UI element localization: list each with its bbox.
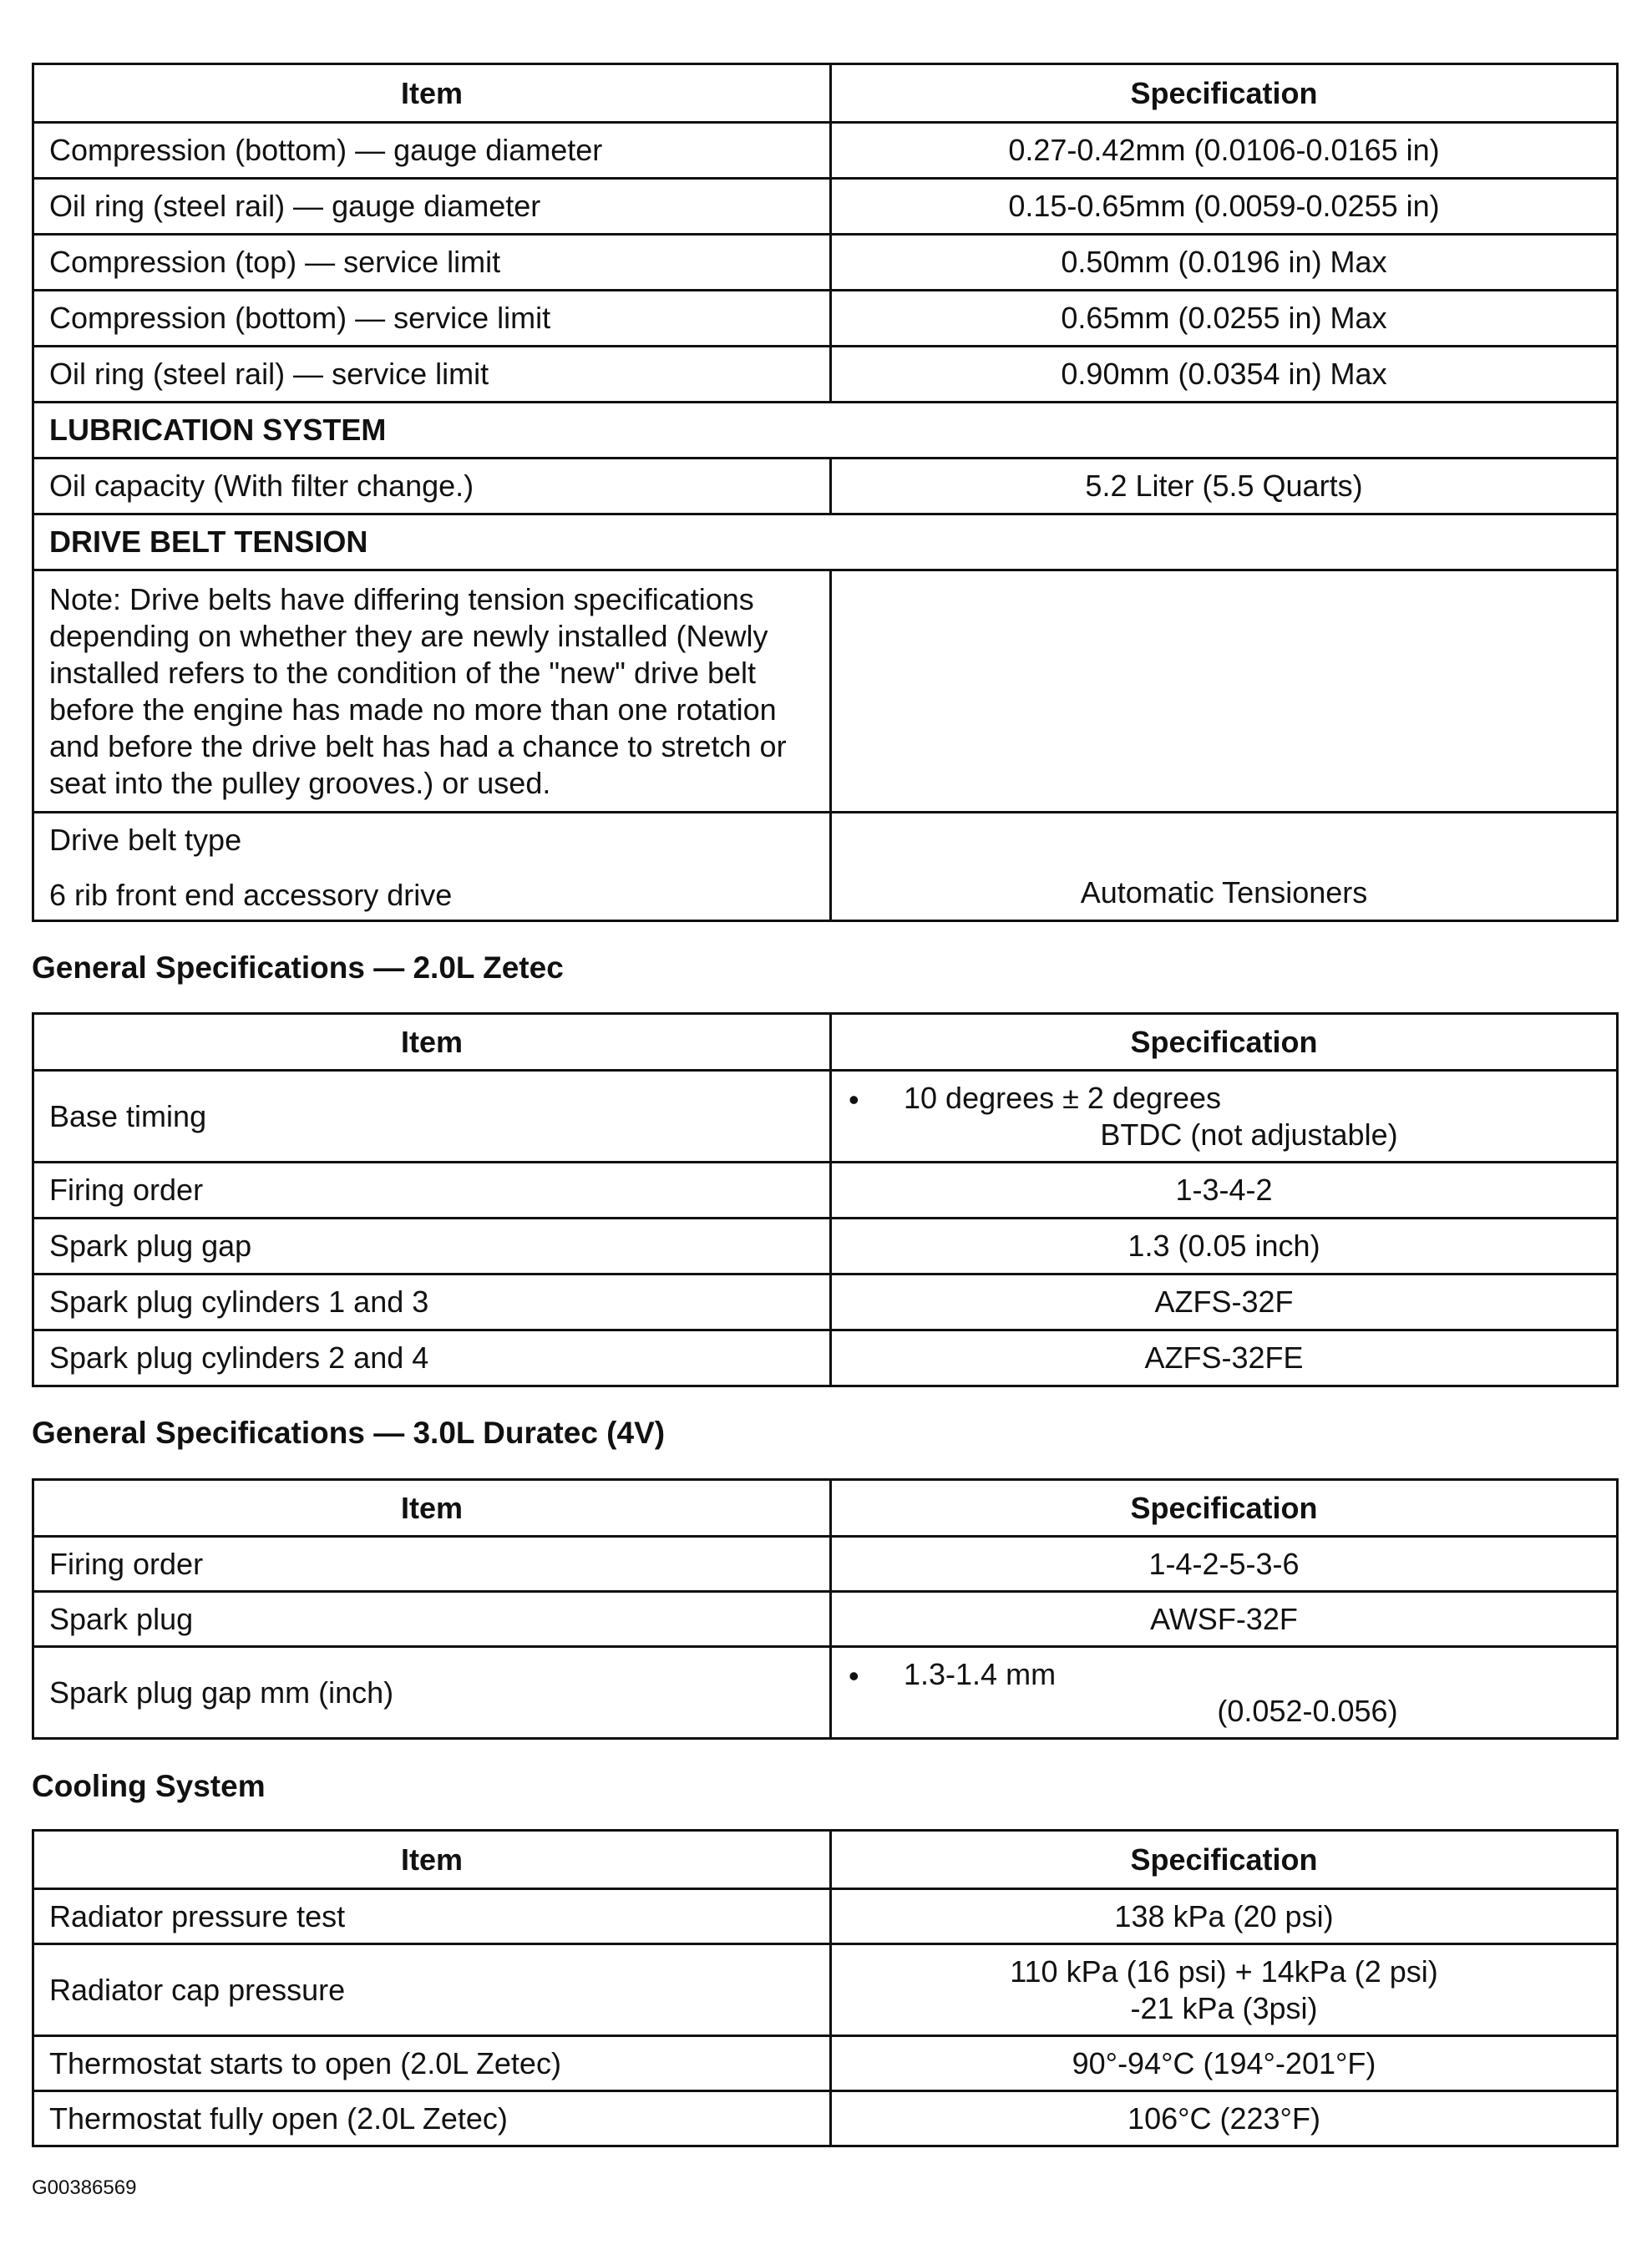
item-cell: Radiator cap pressure [33,1944,831,2036]
drive-belt-type: Drive belt type [49,823,242,857]
note-line: depending on whether they are newly installed (Newly [49,618,768,653]
section-row [33,403,1618,459]
item-cell: Spark plug [33,1592,831,1647]
table-row [33,1944,1618,2036]
spec-cell: 1-3-4-2 [831,1163,1618,1219]
table-row [33,123,1618,179]
note-row [33,570,1618,813]
spec-cell: 106°C (223°F) [831,2091,1618,2146]
zetec-heading: General Specifications — 2.0L Zetec [32,950,564,985]
table-row [33,1330,1618,1386]
table-row [33,1592,1618,1647]
cap-pressure-spec [831,1944,1618,2036]
spec-line: BTDC (not adjustable) [1100,1117,1398,1152]
spec-cell: 0.65mm (0.0255 in) Max [831,291,1618,347]
item-cell: Firing order [33,1537,831,1592]
spec-line: (0.052-0.056) [1217,1693,1398,1728]
spec-cell: 0.15-0.65mm (0.0059-0.0255 in) [831,179,1618,235]
header-specification: Specification [831,64,1618,123]
item-cell: Compression (bottom) — gauge diameter [33,123,831,179]
base-timing-spec [831,1071,1618,1163]
item-cell: Firing order [33,1163,831,1219]
duratec-table [32,1478,1619,1740]
spec-line: -21 kPa (3psi) [1130,1990,1318,2025]
spec-line: 10 degrees ± 2 degrees [904,1080,1222,1115]
header-specification: Specification [831,1831,1618,1889]
drive-belt-rib: 6 rib front end accessory drive [49,878,453,912]
zetec-table [32,1012,1619,1387]
duratec-heading: General Specifications — 3.0L Duratec (4V) [32,1416,666,1450]
header-item: Item [33,1014,831,1071]
header-specification: Specification [831,1480,1618,1537]
cooling-heading: Cooling System [32,1769,266,1803]
item-cell: Compression (bottom) — service limit [33,291,831,347]
table-row [33,291,1618,347]
item-cell: Base timing [33,1071,831,1163]
spec-cell: AZFS-32FE [831,1330,1618,1386]
table-row [33,1274,1618,1330]
spec-cell: 0.27-0.42mm (0.0106-0.0165 in) [831,123,1618,179]
spec-line: 110 kPa (16 psi) + 14kPa (2 psi) [1010,1953,1438,1989]
note-line: before the engine has made no more than one rotation [49,692,777,727]
header-item: Item [33,1480,831,1537]
item-cell: Compression (top) — service limit [33,235,831,291]
note-line: installed refers to the condition of the "new" drive belt [49,655,757,690]
spark-gap-spec [831,1647,1618,1739]
spec-cell: 1-4-2-5-3-6 [831,1537,1618,1592]
note-line: Note: Drive belts have differing tension specifications [49,581,754,616]
spec-cell: 138 kPa (20 psi) [831,1889,1618,1944]
section-lubrication: LUBRICATION SYSTEM [33,403,1618,459]
drive-belt-type-cell [33,813,831,921]
table-row [33,347,1618,403]
table-row [33,2091,1618,2146]
table-row [33,1163,1618,1219]
note-line: seat into the pulley grooves.) or used. [49,765,551,800]
spec-cell: AZFS-32F [831,1274,1618,1330]
item-cell: Radiator pressure test [33,1889,831,1944]
table-row [33,235,1618,291]
section-drive-belt: DRIVE BELT TENSION [33,514,1618,570]
cooling-table [32,1829,1619,2147]
item-cell: Spark plug cylinders 2 and 4 [33,1330,831,1386]
header-item: Item [33,64,831,123]
header-specification: Specification [831,1014,1618,1071]
spec-cell: 0.90mm (0.0354 in) Max [831,347,1618,403]
spec-cell: 0.50mm (0.0196 in) Max [831,235,1618,291]
item-cell: Oil capacity (With filter change.) [33,459,831,514]
note-line: and before the drive belt has had a chance to stretch or [49,728,787,763]
table-row [33,459,1618,514]
spec-cell: 90°-94°C (194°-201°F) [831,2036,1618,2091]
table-row [33,179,1618,235]
table-header-row [33,1014,1618,1071]
note-spec-empty [831,570,1618,813]
spec-cell: Automatic Tensioners [831,813,1618,921]
table-row [33,2036,1618,2091]
table-row [33,1889,1618,1944]
piston-ring-table [32,63,1619,922]
spec-cell: AWSF-32F [831,1592,1618,1647]
table-header-row [33,1831,1618,1889]
bullet-icon: • [849,1659,859,1693]
drive-belt-note [33,570,831,813]
bullet-icon: • [849,1082,859,1117]
header-item: Item [33,1831,831,1889]
table-header-row [33,1480,1618,1537]
spec-cell: 1.3 (0.05 inch) [831,1219,1618,1274]
table-row [33,1219,1618,1274]
table-row [33,813,1618,921]
spec-line: 1.3-1.4 mm [904,1656,1057,1691]
item-cell: Thermostat fully open (2.0L Zetec) [33,2091,831,2146]
item-cell: Spark plug gap [33,1219,831,1274]
spec-cell: 5.2 Liter (5.5 Quarts) [831,459,1618,514]
item-cell: Spark plug cylinders 1 and 3 [33,1274,831,1330]
item-cell: Thermostat starts to open (2.0L Zetec) [33,2036,831,2091]
table-row [33,1071,1618,1163]
section-row [33,514,1618,570]
table-row [33,1537,1618,1592]
item-cell: Oil ring (steel rail) — gauge diameter [33,179,831,235]
item-cell: Oil ring (steel rail) — service limit [33,347,831,403]
table-row [33,1647,1618,1739]
item-cell: Spark plug gap mm (inch) [33,1647,831,1739]
figure-id: G00386569 [32,2176,137,2199]
table-header-row [33,64,1618,123]
